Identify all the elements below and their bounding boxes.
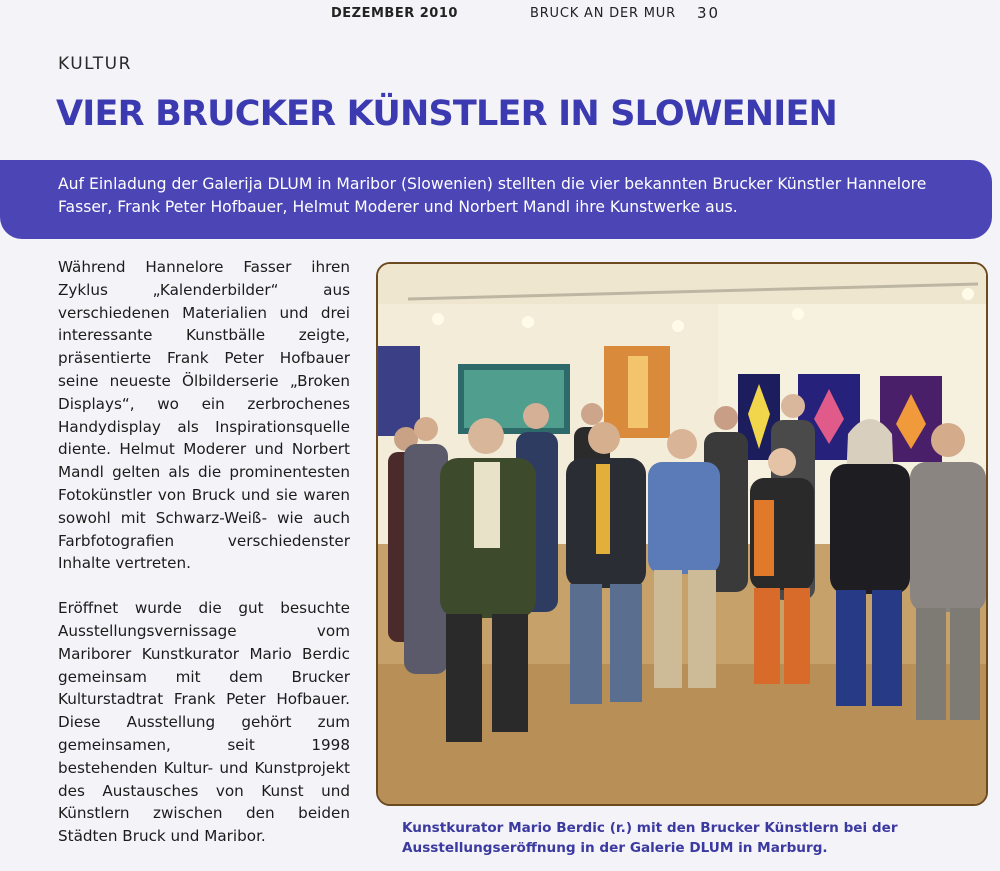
article-headline: VIER BRUCKER KÜNSTLER IN SLOWENIEN (56, 94, 838, 134)
gallery-photo (376, 262, 988, 806)
publication-city: BRUCK AN DER MUR (530, 6, 676, 21)
section-label: KULTUR (58, 54, 132, 74)
body-paragraph-1: Während Hannelore Fasser ihren Zyklus „Kalenderbilder“ aus verschiedenen Materialien und drei interessante Kunstbälle zeigte, präsentierte Frank Peter Hofbauer seine neueste Ölbilderserie „Broken Displays“, wo ein zerbrochenes Handydisplay als Inspirationsquelle diente. Helmut Moderer und Norbert Mandl gelten als die prominentesten Fotokünstler von Bruck und sie waren sowohl mit Schwarz-Weiß- wie auch Farbfotografien verschiedenster Inhalte vertreten. (58, 258, 350, 573)
issue-date: DEZEMBER 2010 (331, 6, 458, 21)
lead-box (0, 160, 992, 239)
page-number: 30 (697, 4, 721, 22)
lead-text: Auf Einladung der Galerija DLUM in Maribor (Slowenien) stellten die vier bekannten Brucker Künstler Hannelore Fasser, Frank Peter Hofbauer, Helmut Moderer und Norbert Mandl ihre Kunstwerke aus. (58, 175, 927, 216)
gallery-photo-illustration (378, 264, 986, 804)
photo-caption: Kunstkurator Mario Berdic (r.) mit den Brucker Künstlern bei der Ausstellungseröffnung in der Galerie DLUM in Marburg. (402, 820, 898, 856)
page-header (0, 6, 1000, 26)
article-body (58, 256, 350, 870)
body-paragraph-2: Eröffnet wurde die gut besuchte Ausstellungsvernissage vom Mariborer Kunstkurator Mario Berdic gemeinsam mit dem Brucker Kulturstadtrat Frank Peter Hofbauer. Diese Ausstellung gehört zum gemeinsamen, seit 1998 bestehenden Kultur- und Kunstprojekt des Austausches von Kunst und Künstlern zwischen den beiden Städten Bruck und Maribor. (58, 599, 350, 846)
